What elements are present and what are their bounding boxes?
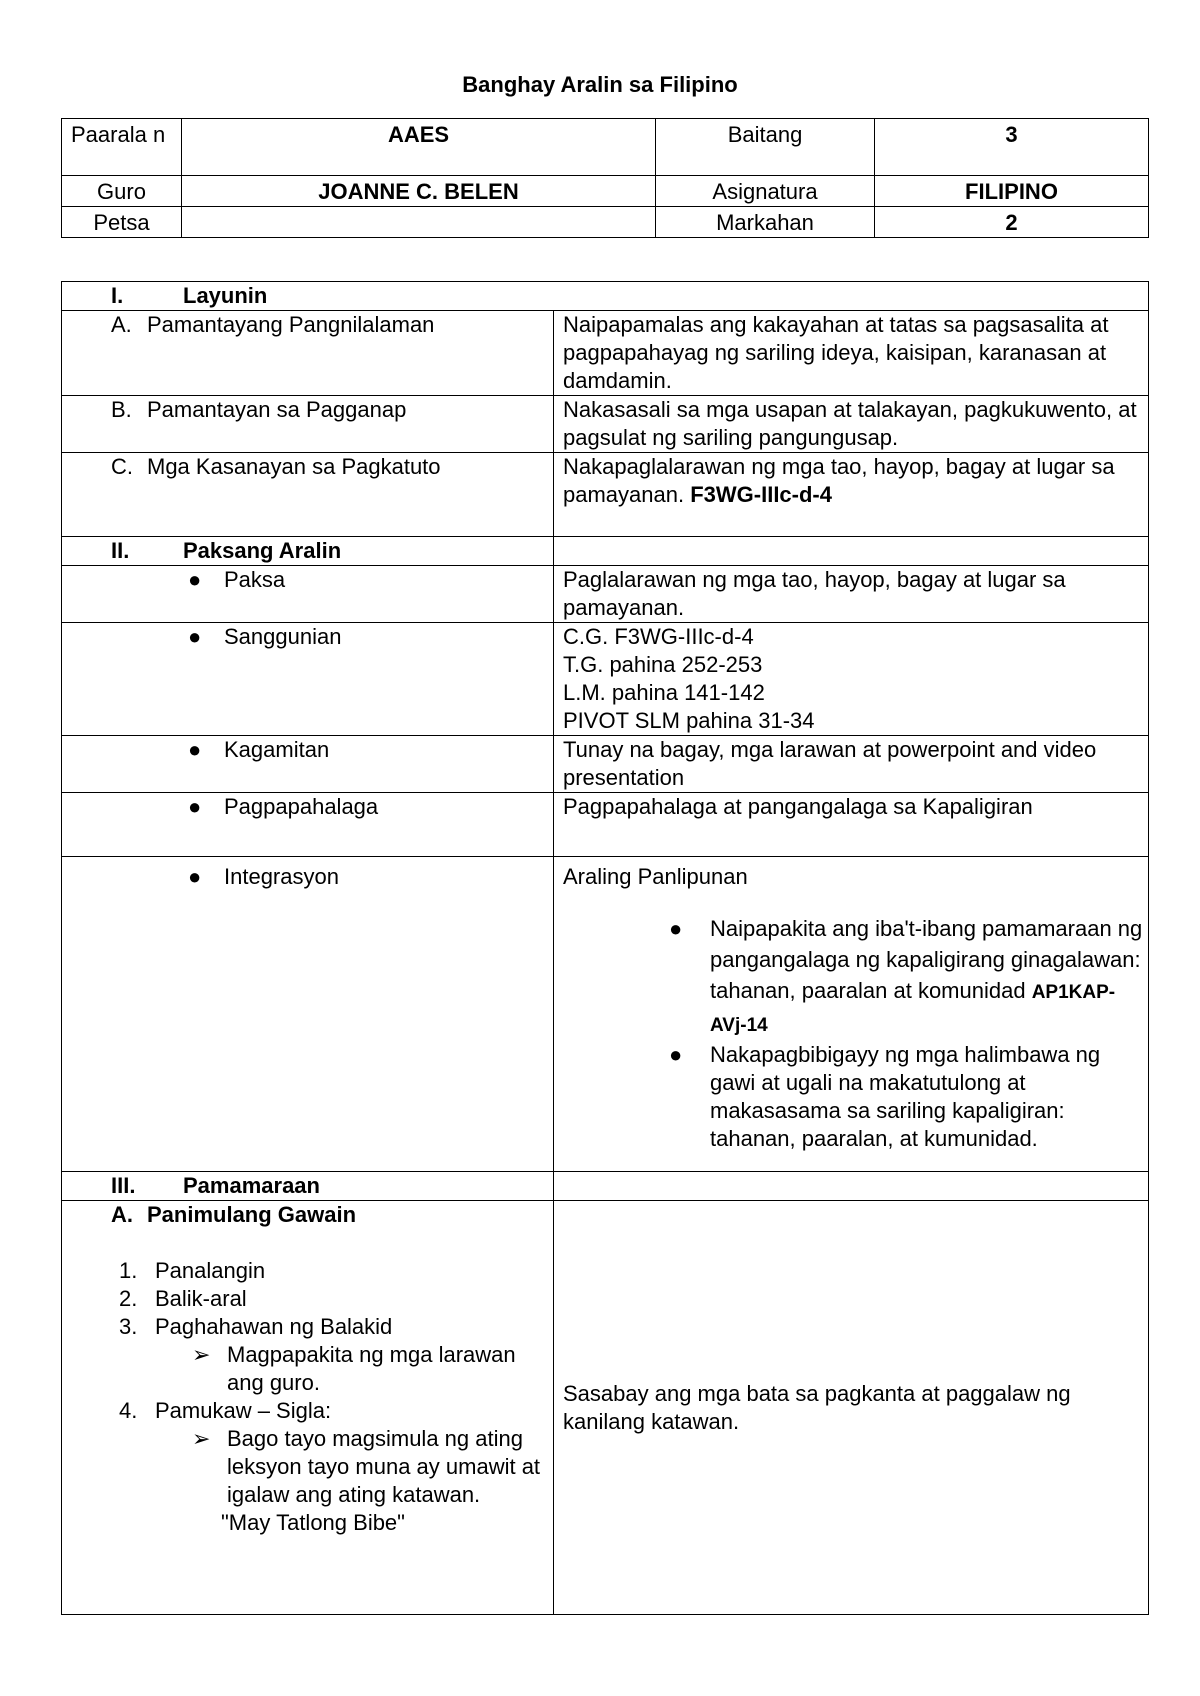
paaralan-label: Paarala n bbox=[62, 119, 182, 176]
table-row bbox=[62, 736, 1149, 793]
table-row bbox=[62, 857, 1149, 1172]
bullet-icon: ● bbox=[669, 1042, 683, 1067]
item-letter: A. bbox=[111, 1202, 133, 1227]
item-value: Sasabay ang mga bata sa pagkanta at paggalaw ng kanilang katawan. bbox=[563, 1380, 1071, 1434]
section-row-paksang-aralin bbox=[62, 537, 1149, 566]
item-label: Sanggunian bbox=[224, 624, 342, 649]
lesson-plan-table bbox=[61, 281, 1149, 1615]
table-row bbox=[62, 623, 1149, 736]
baitang-label: Baitang bbox=[656, 119, 875, 176]
list-item: ● Nakapagbibigayy ng mga halimbawa ng gawi at ugali na makatutulong at makasasama sa sariling kapaligiran: tahanan, paaralan, at kumunidad. bbox=[669, 1042, 1101, 1151]
section-row-layunin bbox=[62, 282, 1149, 311]
markahan-label: Markahan bbox=[656, 207, 875, 238]
section-header bbox=[62, 1172, 554, 1201]
section-number: II. bbox=[111, 538, 130, 563]
bullet-icon: ● bbox=[188, 624, 202, 649]
item-label: Pamantayan sa Pagganap bbox=[147, 397, 407, 422]
item-label: Pamantayang Pangnilalaman bbox=[147, 312, 435, 337]
item-letter: C. bbox=[111, 454, 133, 479]
item-value: Naipapamalas ang kakayahan at tatas sa pagsasalita at pagpapahayag ng sariling ideya, kaisipan, karanasan at damdamin. bbox=[554, 311, 1149, 396]
list-item: 3. Paghahawan ng Balakid bbox=[119, 1314, 393, 1339]
table-row bbox=[62, 311, 1149, 396]
activity-steps bbox=[71, 1257, 553, 1341]
bullet-icon: ● bbox=[188, 737, 202, 762]
section-number: I. bbox=[111, 283, 124, 308]
sub-item: ➢ Magpapakita ng mga larawan ang guro. bbox=[192, 1342, 516, 1395]
petsa-value bbox=[182, 207, 656, 238]
reference-line: L.M. pahina 141-142 bbox=[563, 680, 765, 705]
section-title: Layunin bbox=[183, 283, 268, 308]
item-letter: A. bbox=[111, 312, 132, 337]
markahan-value: 2 bbox=[875, 207, 1149, 238]
item-label: Kagamitan bbox=[224, 737, 330, 762]
bullet-icon: ● bbox=[188, 794, 202, 819]
competency-code: F3WG-IIIc-d-4 bbox=[690, 482, 832, 507]
table-row bbox=[62, 793, 1149, 857]
integration-subject: Araling Panlipunan bbox=[563, 864, 748, 889]
paaralan-value: AAES bbox=[182, 119, 656, 176]
song-title: "May Tatlong Bibe" bbox=[221, 1510, 405, 1535]
reference-line: C.G. F3WG-IIIc-d-4 bbox=[563, 624, 754, 649]
asignatura-value: FILIPINO bbox=[875, 176, 1149, 207]
table-row bbox=[62, 566, 1149, 623]
header-table bbox=[61, 118, 1149, 238]
asignatura-label: Asignatura bbox=[656, 176, 875, 207]
list-item: 2. Balik-aral bbox=[119, 1286, 247, 1311]
item-letter: B. bbox=[111, 397, 132, 422]
table-row bbox=[62, 453, 1149, 537]
item-value: Nakapaglalarawan ng mga tao, hayop, bagay at lugar sa pamayanan. bbox=[563, 454, 1115, 507]
arrowhead-icon: ➢ bbox=[192, 1342, 211, 1367]
section-header bbox=[62, 537, 554, 566]
list-item: 4. Pamukaw – Sigla: bbox=[119, 1398, 332, 1423]
section-title: Paksang Aralin bbox=[183, 538, 342, 563]
item-value: Tunay na bagay, mga larawan at powerpoint and video presentation bbox=[554, 736, 1149, 793]
bullet-icon: ● bbox=[669, 916, 683, 941]
table-row bbox=[62, 396, 1149, 453]
reference-line: PIVOT SLM pahina 31-34 bbox=[563, 708, 815, 733]
bullet-icon: ● bbox=[188, 864, 202, 889]
section-number: III. bbox=[111, 1173, 136, 1198]
page-title: Banghay Aralin sa Filipino bbox=[462, 72, 738, 97]
petsa-label: Petsa bbox=[62, 207, 182, 238]
guro-label: Guro bbox=[62, 176, 182, 207]
item-value: Nakasasali sa mga usapan at talakayan, pagkukuwento, at pagsulat ng sariling pangungusap. bbox=[554, 396, 1149, 453]
section-title: Pamamaraan bbox=[183, 1173, 320, 1198]
guro-value: JOANNE C. BELEN bbox=[182, 176, 656, 207]
integration-list bbox=[563, 913, 1148, 1153]
arrowhead-icon: ➢ bbox=[192, 1426, 211, 1451]
item-label: Panimulang Gawain bbox=[147, 1202, 357, 1227]
item-value: Paglalarawan ng mga tao, hayop, bagay at lugar sa pamayanan. bbox=[554, 566, 1149, 623]
bullet-icon: ● bbox=[188, 567, 202, 592]
table-row bbox=[62, 1201, 1149, 1615]
competency-code: AP1KAP-AVj-14 bbox=[710, 982, 1116, 1036]
baitang-value: 3 bbox=[875, 119, 1149, 176]
list-item: ● Naipapakita ang iba't-ibang pamamaraan ng pangangalaga ng kapaligirang ginagalawan: tahanan, paaralan at komunidad AP1KAP-AVj-14 bbox=[563, 913, 1148, 1041]
item-value: Pagpapahalaga at pangangalaga sa Kapaligiran bbox=[554, 793, 1149, 857]
item-label: Mga Kasanayan sa Pagkatuto bbox=[147, 454, 441, 479]
reference-line: T.G. pahina 252-253 bbox=[563, 652, 763, 677]
section-row-pamamaraan bbox=[62, 1172, 1149, 1201]
item-label: Pagpapahalaga bbox=[224, 794, 379, 819]
sub-item: ➢ Bago tayo magsimula ng ating leksyon tayo muna ay umawit at igalaw ang ating katawan. bbox=[192, 1426, 541, 1507]
item-label: Integrasyon bbox=[224, 864, 339, 889]
section-header bbox=[62, 282, 1149, 311]
item-label: Paksa bbox=[224, 567, 286, 592]
list-item: 1. Panalangin bbox=[119, 1258, 266, 1283]
